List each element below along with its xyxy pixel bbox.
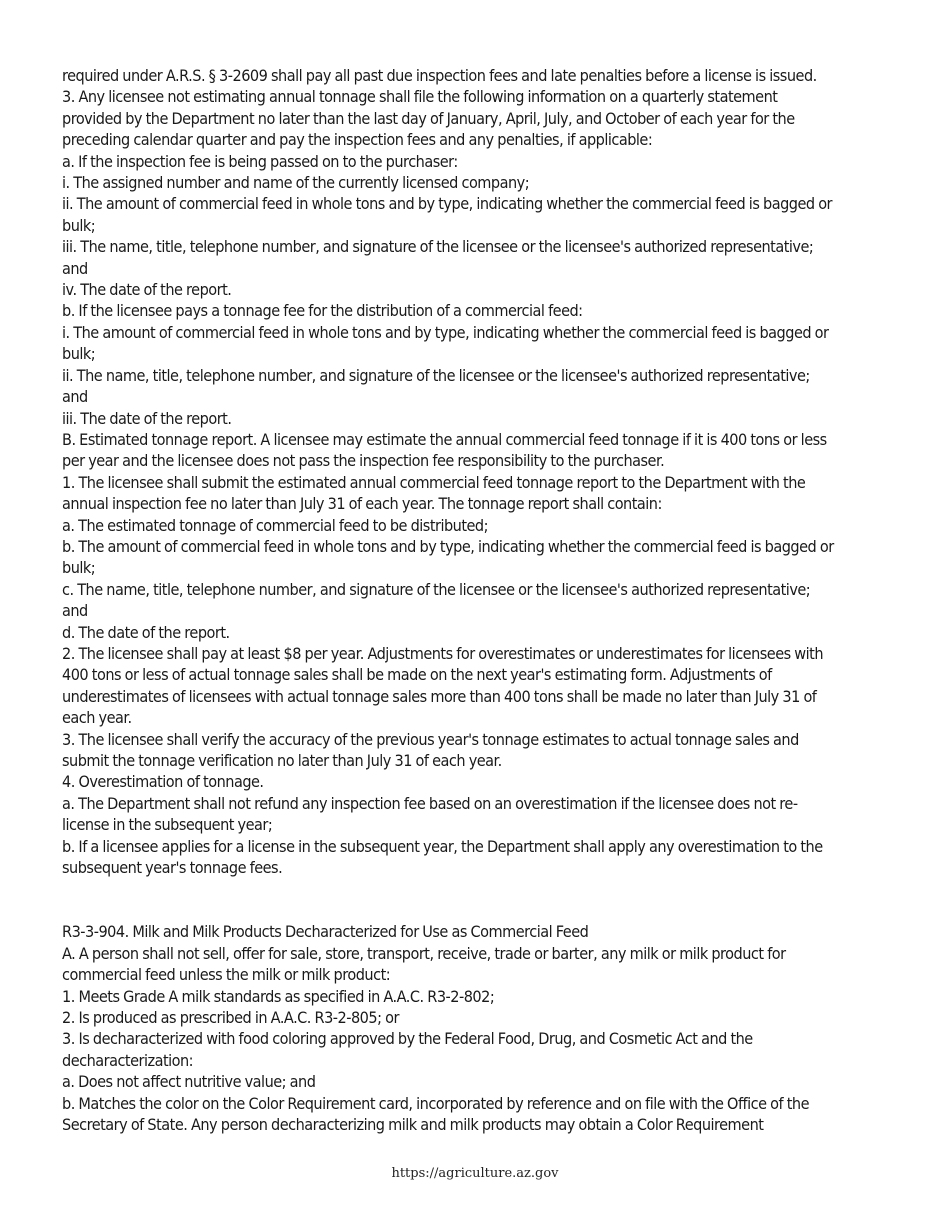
paragraph: 3. Is decharacterized with food coloring approved by the Federal Food, Drug, and Cosmetic Act and the decharacterization: [62, 1030, 753, 1070]
paragraph: 2. The licensee shall pay at least $8 per year. Adjustments for overestimates or underestimates for licensees with 400 tons or less of actual tonnage sales shall be made on the next year's estimating form. Adjustments of underestimates of licensees with actual tonnage sales more than 400 tons shall be made no later than July 31 of each year. [62, 644, 824, 728]
paragraph: 1. Meets Grade A milk standards as specified in A.A.C. R3-2-802; [62, 987, 495, 1006]
paragraph: b. If a licensee applies for a license in the subsequent year, the Department shall apply any overestimation to the subsequent year's tonnage fees. [62, 837, 823, 878]
paragraph: required under A.R.S. § 3-2609 shall pay all past due inspection fees and late penalties before a license is issued. [62, 67, 817, 85]
paragraph: a. The Department shall not refund any inspection fee based on an overestimation if the licensee does not re-license in the subsequent year; [62, 794, 798, 835]
paragraph: iii. The date of the report. [62, 409, 232, 428]
paragraph: ii. The amount of commercial feed in whole tons and by type, indicating whether the commercial feed is bagged or bulk; [62, 195, 833, 235]
fee-statement-section [62, 66, 834, 879]
paragraph: 2. Is produced as prescribed in A.A.C. R3-2-805; or [62, 1009, 399, 1028]
paragraph: 3. The licensee shall verify the accuracy of the previous year's tonnage estimates to actual tonnage sales and submit the tonnage verification no later than July 31 of each year. [62, 730, 799, 770]
paragraph: c. The name, title, telephone number, and signature of the licensee or the licensee's authorized representative; and [62, 580, 811, 621]
paragraph: d. The date of the report. [62, 623, 230, 642]
paragraph: i. The assigned number and name of the currently licensed company; [62, 174, 530, 193]
paragraph: 1. The licensee shall submit the estimated annual commercial feed tonnage report to the Department with the annual inspection fee no later than July 31 of each year. The tonnage report shall contain: [62, 473, 806, 514]
paragraph: iv. The date of the report. [62, 281, 232, 300]
paragraph: A. A person shall not sell, offer for sale, store, transport, receive, trade or barter, any milk or milk product for commercial feed unless the milk or milk product: [62, 944, 786, 985]
paragraph: a. If the inspection fee is being passed on to the purchaser: [62, 152, 458, 171]
paragraph: ii. The name, title, telephone number, and signature of the licensee or the licensee's authorized representative; and [62, 366, 810, 407]
paragraph: a. The estimated tonnage of commercial feed to be distributed; [62, 516, 489, 535]
paragraph: b. The amount of commercial feed in whole tons and by type, indicating whether the commercial feed is bagged or bulk; [62, 537, 834, 578]
paragraph: iii. The name, title, telephone number, and signature of the licensee or the licensee's authorized representative; and [62, 238, 814, 278]
footer-url: https://agriculture.az.gov [391, 1166, 559, 1181]
section-heading: R3-3-904. Milk and Milk Products Decharacterized for Use as Commercial Feed [62, 923, 589, 942]
paragraph: a. Does not affect nutritive value; and [62, 1073, 316, 1092]
paragraph: B. Estimated tonnage report. A licensee may estimate the annual commercial feed tonnage if it is 400 tons or less per year and the licensee does not pass the inspection fee responsibility to the purchaser. [62, 430, 827, 471]
paragraph: 4. Overestimation of tonnage. [62, 773, 264, 792]
paragraph: b. Matches the color on the Color Requirement card, incorporated by reference and on file with the Office of the Secretary of State. Any person decharacterizing milk and milk products may obtain a Color Requirement [62, 1094, 810, 1135]
paragraph: 3. Any licensee not estimating annual tonnage shall file the following information on a quarterly statement provided by the Department no later than the last day of January, April, July, and October of each year for the preceding calendar quarter and pay the inspection fees and any penalties, if applicable: [62, 88, 795, 150]
paragraph: b. If the licensee pays a tonnage fee for the distribution of a commercial feed: [62, 302, 583, 321]
paragraph: i. The amount of commercial feed in whole tons and by type, indicating whether the commercial feed is bagged or bulk; [62, 323, 829, 364]
document-body [62, 66, 834, 1137]
section-spacer [62, 879, 834, 922]
milk-products-section [62, 922, 834, 1136]
